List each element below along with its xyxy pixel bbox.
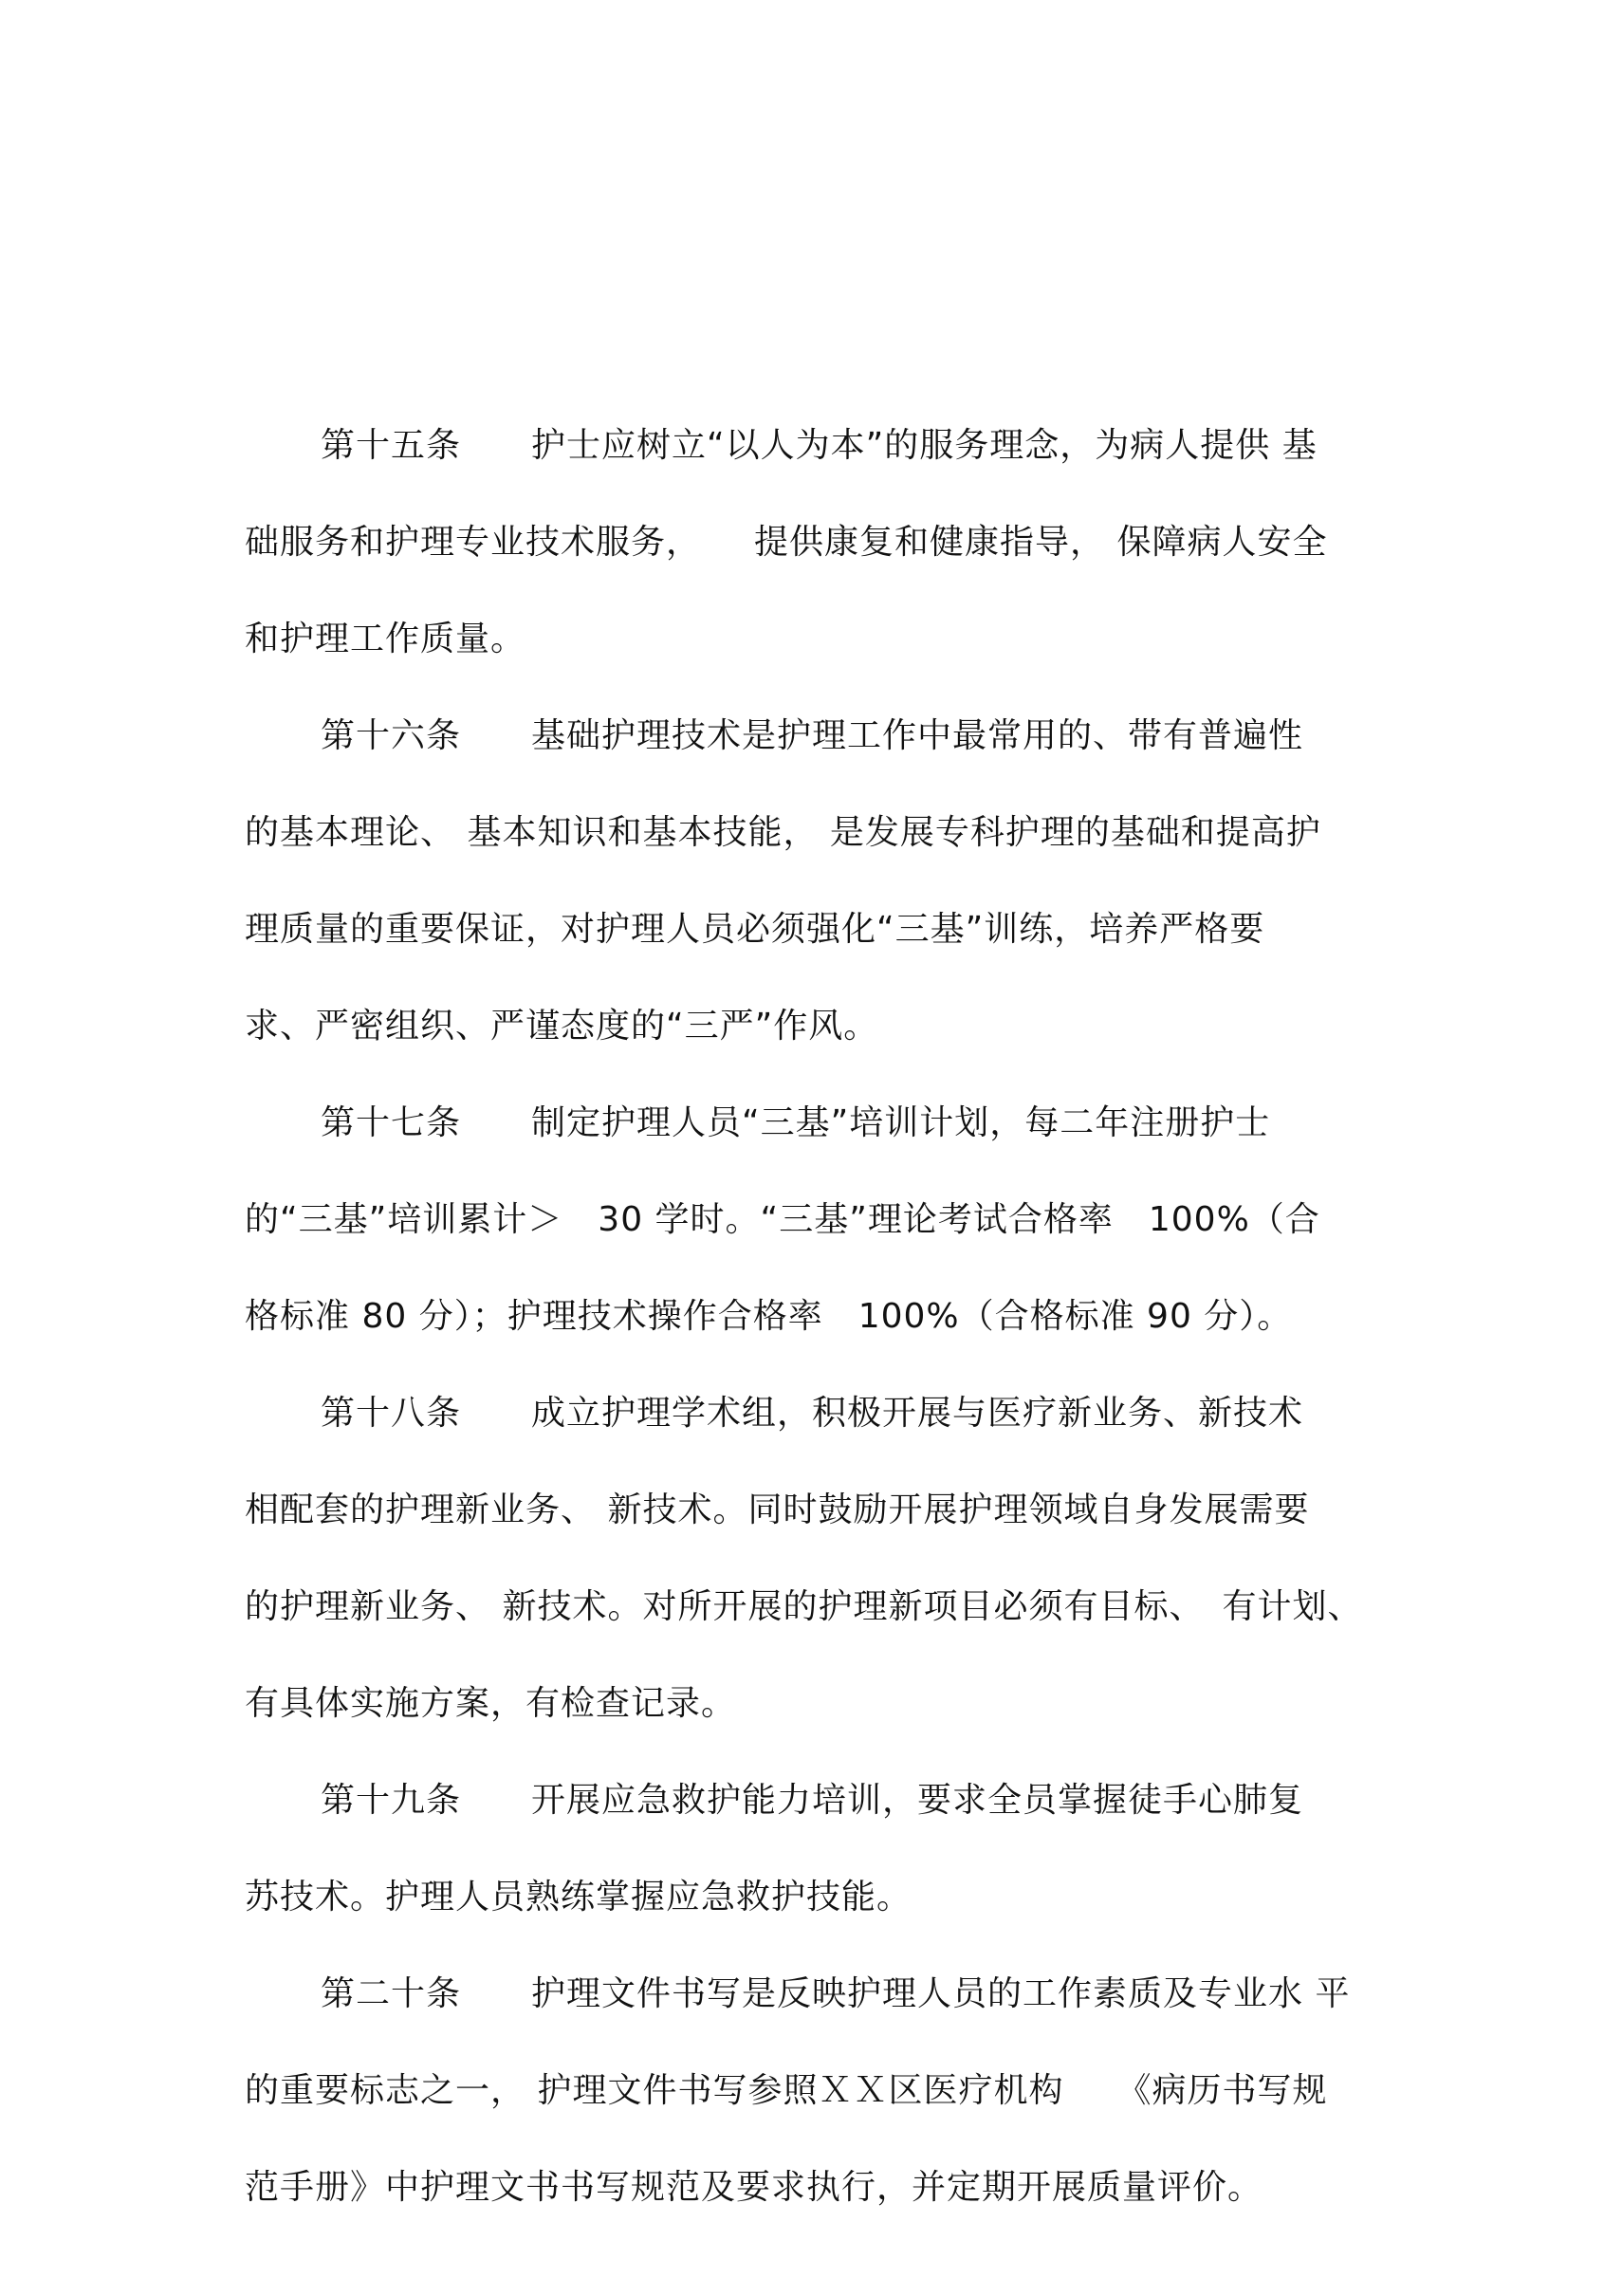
article-17-line-1: 第十七条 制定护理人员“三基”培训计划，每二年注册护士 [321,1103,1271,1142]
article-18-line-2: 相配套的护理新业务、 新技术。同时鼓励开展护理领域自身发展需要 [245,1491,1310,1529]
article-18-line-4: 有具体实施方案，有检查记录。 [245,1684,737,1723]
article-15-line-2: 础服务和护理专业技术服务， 提供康复和健康指导， 保障病人安全 [245,523,1328,562]
article-17-line-3: 格标准 80 分）；护理技术操作合格率 100%（合格标准 90 分）。 [245,1297,1293,1336]
article-20-line-3: 范手册》中护理文书书写规范及要求执行，并定期开展质量评价。 [245,2168,1263,2207]
article-20-line-1: 第二十条 护理文件书写是反映护理人员的工作素质及专业水 平 [321,1974,1351,2013]
article-15-line-1: 第十五条 护士应树立“以人为本”的服务理念，为病人提供 基 [321,426,1318,465]
article-19-line-2: 苏技术。护理人员熟练掌握应急救护技能。 [245,1878,912,1916]
article-20-line-2: 的重要标志之一， 护理文件书写参照ＸＸ区医疗机构 《病历书写规 [245,2071,1328,2110]
article-18-line-3: 的护理新业务、 新技术。对所开展的护理新项目必须有目标、 有计划、 [245,1587,1363,1626]
article-17-line-2: 的“三基”培训累计＞ 30 学时。“三基”理论考试合格率 100%（合 [245,1200,1320,1239]
article-18-line-1: 第十八条 成立护理学术组，积极开展与医疗新业务、新技术 [321,1394,1304,1433]
article-16-line-2: 的基本理论、 基本知识和基本技能， 是发展专科护理的基础和提高护 [245,813,1321,852]
article-15-line-3: 和护理工作质量。 [245,620,526,658]
article-16-line-4: 求、严密组织、严谨态度的“三严”作风。 [245,1007,879,1046]
article-16-line-1: 第十六条 基础护理技术是护理工作中最常用的、带有普遍性 [321,716,1304,755]
article-19-line-1: 第十九条 开展应急救护能力培训，要求全员掌握徒手心肺复 [321,1781,1304,1820]
article-16-line-3: 理质量的重要保证，对护理人员必须强化“三基”训练，培养严格要 [245,910,1265,949]
